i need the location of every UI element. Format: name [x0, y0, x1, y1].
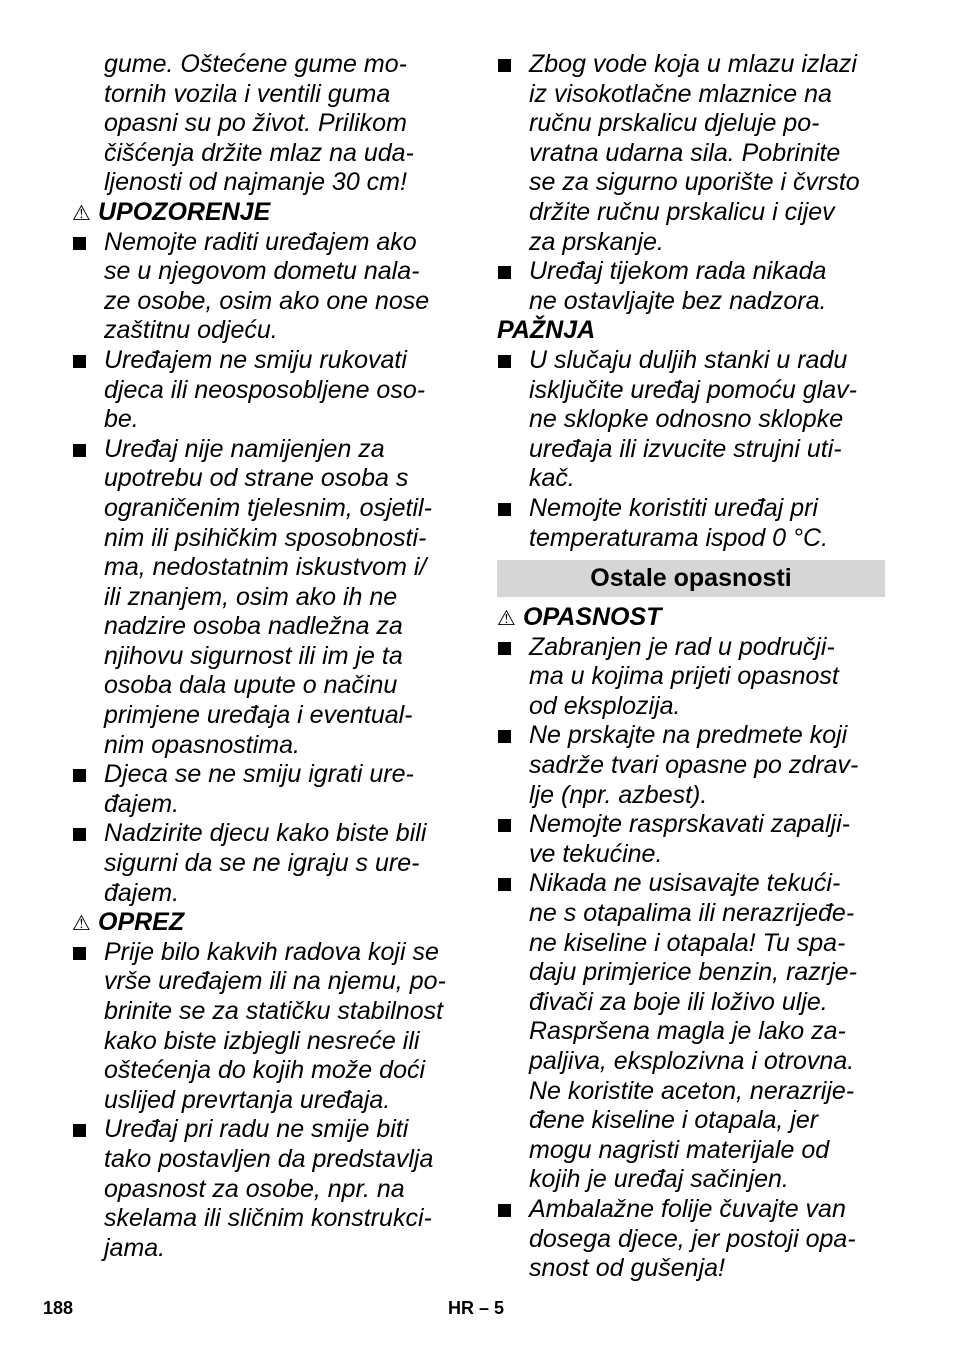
bullet-line: Nadzirite djecu kako biste bili	[72, 819, 464, 849]
warning-heading	[72, 198, 464, 228]
text-line: osoba dala upute o načinu	[104, 671, 398, 700]
text-line: đajem.	[104, 789, 180, 818]
bullet-line: Ambalažne folije čuvajte van	[497, 1195, 885, 1225]
section-heading: Ostale opasnosti	[497, 560, 885, 597]
notice-heading: PAŽNJA	[497, 316, 596, 345]
text-line: čišćenja držite mlaz na uda-	[104, 138, 414, 167]
text-line: kako biste izbjegli nesreće ili	[104, 1026, 420, 1055]
bullet-line: Nikada ne usisavajte tekući-	[497, 869, 885, 899]
text-line: mogu nagristi materijale od	[529, 1135, 830, 1164]
text-line: sadrže tvari opasne po zdrav-	[529, 751, 859, 780]
text-line: ručnu prskalicu djeluje po-	[529, 109, 820, 138]
text-line: ne ostavljajte bez nadzora.	[529, 286, 827, 315]
text-line: vratna udarna sila. Pobrinite	[529, 138, 841, 167]
text-line: ne kiseline i otapala! Tu spa-	[529, 928, 846, 957]
text-line: ili znanjem, osim ako ih ne	[104, 582, 398, 611]
bullet-line: Uređaj nije namijenjen za	[72, 435, 464, 465]
left-column	[72, 50, 464, 1263]
bullet-line: Nemojte koristiti uređaj pri	[497, 494, 885, 524]
text-line: upotrebu od strane osoba s	[104, 464, 409, 493]
bullet-line: Nemojte raditi uređajem ako	[72, 228, 464, 258]
text-line: đene kiseline i otapala, jer	[529, 1106, 819, 1135]
text-line: nadzire osoba nadležna za	[104, 612, 403, 641]
text-line: lje (npr. azbest).	[529, 780, 708, 809]
text-line: ne s otapalima ili nerazrijeđe-	[529, 899, 855, 928]
bullet-line: Zbog vode koja u mlazu izlazi	[497, 50, 885, 80]
text-line: ljenosti od najmanje 30 cm!	[104, 168, 407, 197]
text-line: be.	[104, 405, 139, 434]
text-line: gume. Oštećene gume mo-	[104, 50, 407, 78]
text-line: njihovu sigurnost ili im je ta	[104, 641, 403, 670]
text-line: opasni su po život. Prilikom	[104, 109, 407, 138]
text-line: snost od gušenja!	[529, 1254, 725, 1283]
bullet-line: Djeca se ne smiju igrati ure-	[72, 760, 464, 790]
text-line: brinite se za statičku stabilnost	[104, 997, 444, 1025]
text-line: dosega djece, jer postoji opa-	[529, 1224, 856, 1253]
text-line: ve tekućine.	[529, 839, 663, 868]
text-line: ma, nedostatnim iskustvom i/	[104, 553, 427, 582]
text-line: daju primjerice benzin, razrje-	[529, 958, 857, 987]
warning-heading-text: OPASNOST	[523, 603, 662, 632]
text-line: od eksplozija.	[529, 691, 681, 720]
text-line: za prskanje.	[529, 227, 664, 256]
page-number: 188	[43, 1298, 74, 1318]
text-line: uređaja ili izvucite strujni uti-	[529, 434, 842, 463]
text-line: vrše uređajem ili na njemu, po-	[104, 967, 446, 996]
text-line: ne sklopke odnosno sklopke	[529, 405, 844, 434]
warning-heading	[497, 603, 885, 633]
text-line: tako postavljen da predstavlja	[104, 1144, 434, 1173]
warning-triangle-icon: ⚠	[72, 912, 91, 936]
text-line: iz visokotlačne mlaznice na	[529, 79, 832, 108]
text-line: ze osobe, osim ako one nose	[104, 286, 430, 315]
text-line: đajem.	[104, 878, 180, 907]
warning-heading-text: OPREZ	[98, 908, 185, 937]
text-line: nim ili psihičkim sposobnosti-	[104, 523, 427, 552]
text-line: đivači za boje ili loživo ulje.	[529, 987, 828, 1016]
text-line: primjene uređaja i eventual-	[104, 701, 413, 730]
right-column	[497, 50, 885, 1284]
text-line: opasnost za osobe, npr. na	[104, 1174, 405, 1203]
text-line: jama.	[104, 1233, 166, 1262]
text-line: ograničenim tjelesnim, osjetil-	[104, 493, 432, 522]
bullet-line: U slučaju duljih stanki u radu	[497, 346, 885, 376]
text-line: skelama ili sličnim konstrukci-	[104, 1204, 432, 1233]
bullet-line: Uređaj pri radu ne smije biti	[72, 1115, 464, 1145]
text-line: Raspršena magla je lako za-	[529, 1017, 846, 1046]
text-line: kač.	[529, 464, 575, 493]
text-line: se za sigurno uporište i čvrsto	[529, 168, 860, 197]
warning-heading	[72, 908, 464, 938]
text-line: zaštitnu odjeću.	[104, 316, 278, 345]
text-line: držite ručnu prskalicu i cijev	[529, 197, 835, 226]
text-line: sigurni da se ne igraju s ure-	[104, 849, 420, 878]
text-line: ma u kojima prijeti opasnost	[529, 662, 839, 691]
warning-triangle-icon: ⚠	[72, 201, 91, 225]
bullet-line: Prije bilo kakvih radova koji se	[72, 938, 464, 968]
text-line: uslijed prevrtanja uređaja.	[104, 1085, 391, 1114]
warning-triangle-icon: ⚠	[497, 607, 516, 631]
text-line: nim opasnostima.	[104, 730, 300, 759]
page-code: HR – 5	[448, 1298, 505, 1318]
warning-heading-text: UPOZORENJE	[98, 197, 271, 226]
text-line: kojih je uređaj sačinjen.	[529, 1165, 789, 1194]
text-line: tornih vozila i ventili guma	[104, 79, 391, 108]
text-line: djeca ili neosposobljene oso-	[104, 375, 426, 404]
bullet-line: Uređajem ne smiju rukovati	[72, 346, 464, 376]
bullet-line: Zabranjen je rad u područji-	[497, 633, 885, 663]
text-line: oštećenja do kojih može doći	[104, 1056, 426, 1085]
bullet-line: Uređaj tijekom rada nikada	[497, 257, 885, 287]
bullet-line: Nemojte rasprskavati zapalji-	[497, 810, 885, 840]
bullet-line: Ne prskajte na predmete koji	[497, 721, 885, 751]
text-line: temperaturama ispod 0 °C.	[529, 523, 829, 552]
text-line: Ne koristite aceton, nerazrije-	[529, 1076, 855, 1105]
text-line: isključite uređaj pomoću glav-	[529, 375, 857, 404]
text-line: paljiva, eksplozivna i otrovna.	[529, 1047, 855, 1075]
text-line: se u njegovom dometu nala-	[104, 257, 420, 286]
